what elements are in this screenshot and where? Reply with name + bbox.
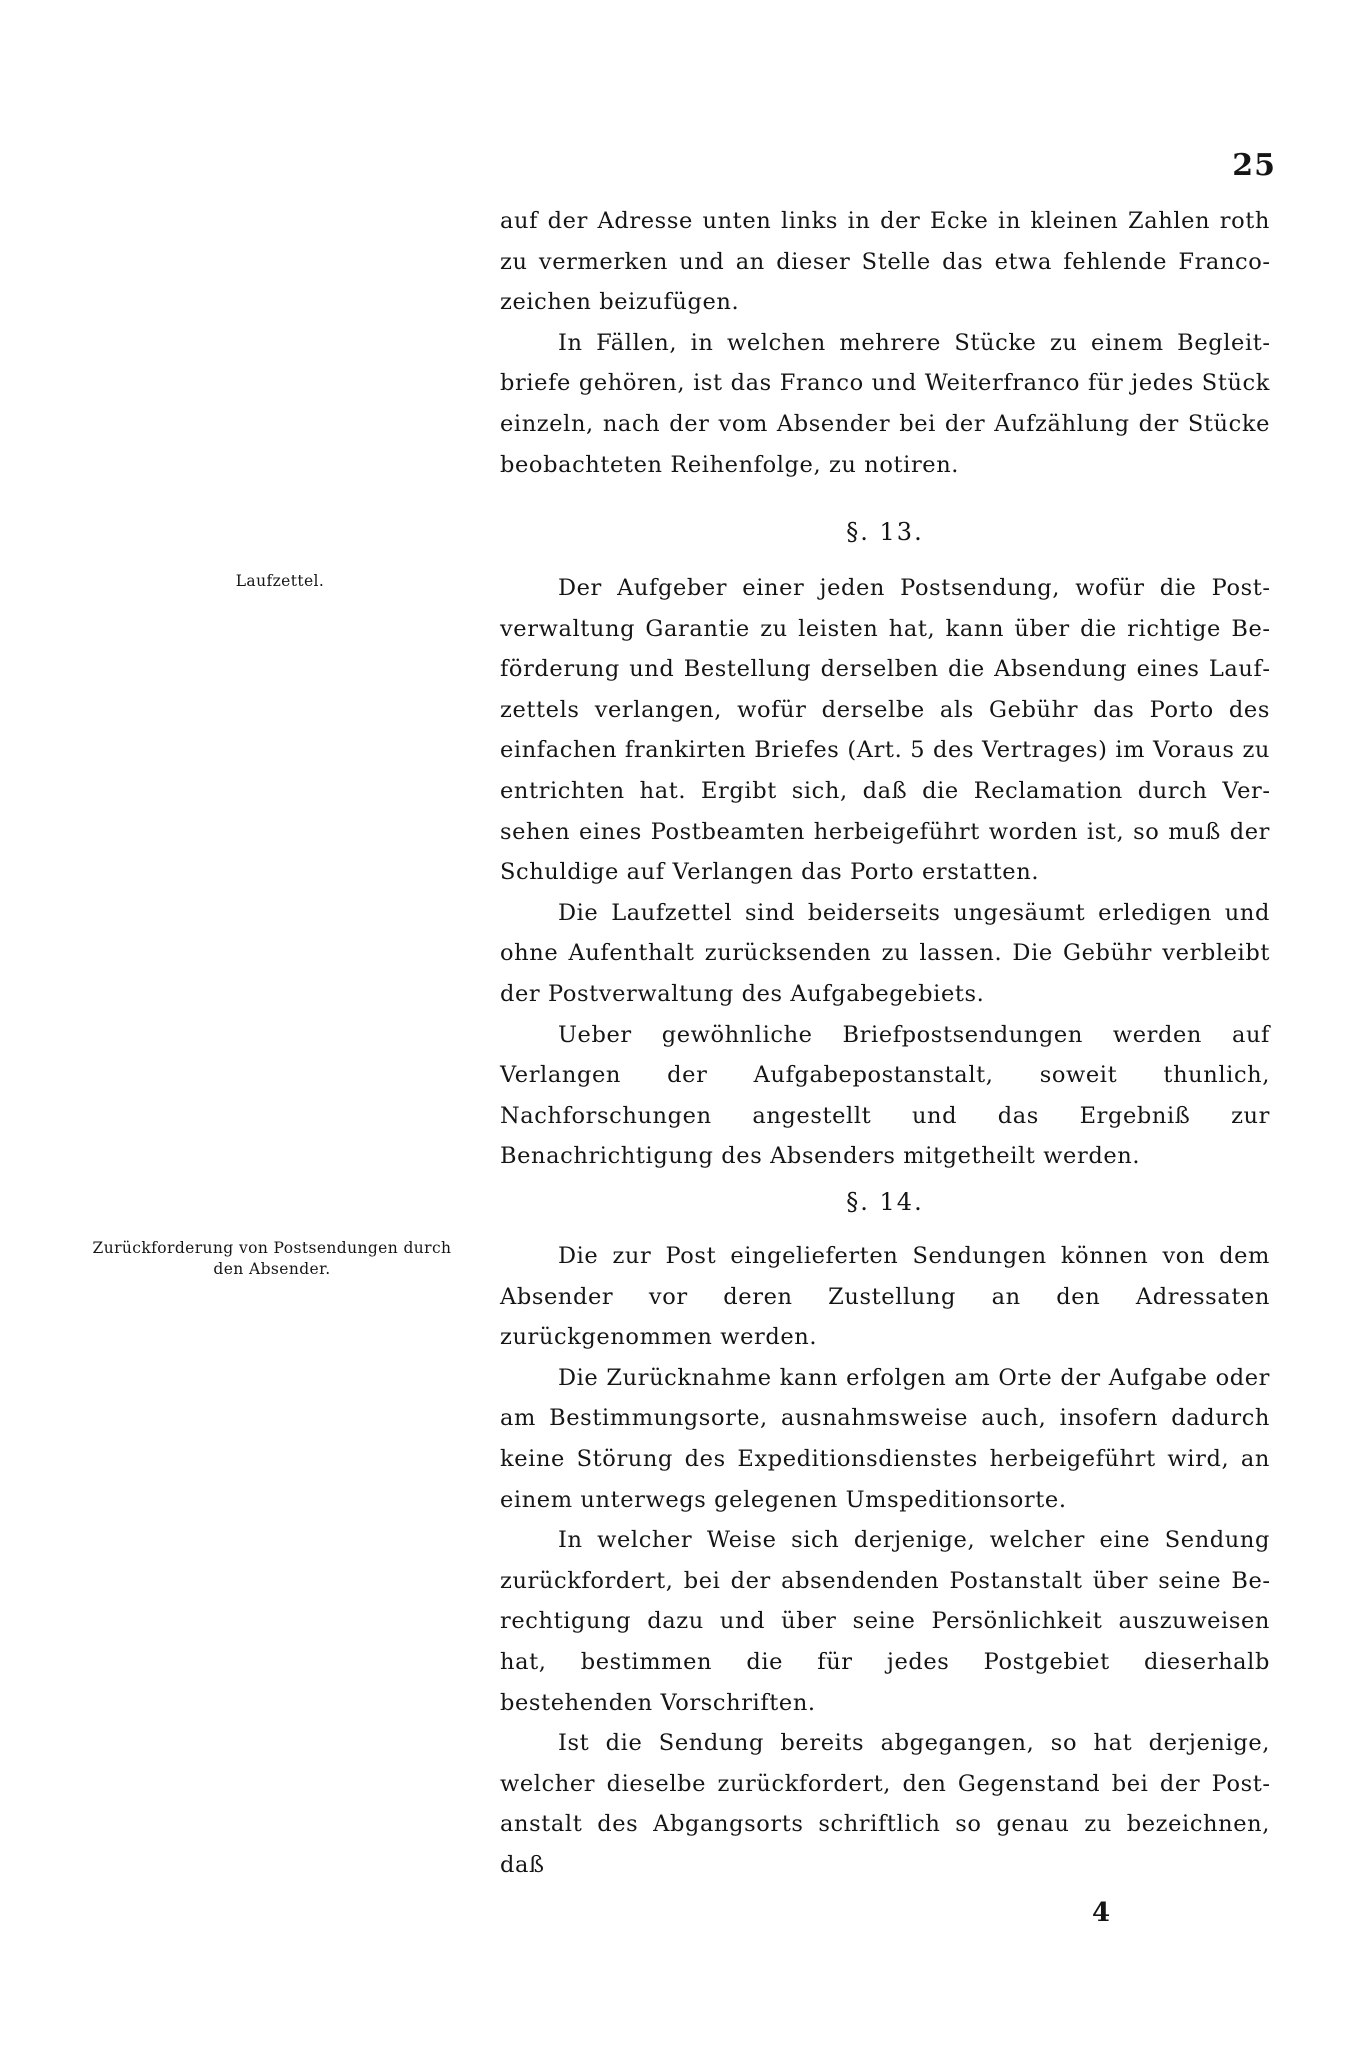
paragraph: In Fällen, in welchen mehrere Stücke zu einem Begleitbriefe gehören, ist das Franco und Weiterfranco für jedes Stück einzeln, nach der vom Absender bei der Aufzählung der Stücke beobachteten Reihenfolge, zu notiren.: [500, 329, 1270, 478]
continuation-text: [500, 201, 1270, 485]
margin-note-laufzettel: Laufzettel.: [235, 572, 325, 590]
paragraph: Ist die Sendung bereits abgegangen, so hat derjenige, welcher dieselbe zurückfordert, den Gegenstand bei der Postanstalt des Abgangsorts schriftlich so genau zu bezeichnen, daß: [500, 1730, 1270, 1878]
paragraph: Die Zurücknahme kann erfolgen am Orte der Aufgabe oder am Bestimmungsorte, ausnahmsweise auch, insofern dadurch keine Störung des Expeditionsdienstes herbeigeführt wird, an einem unterwegs gelegenen Umspeditionsorte.: [500, 1364, 1270, 1513]
paragraph: In welcher Weise sich derjenige, welcher eine Sendung zurückfordert, bei der absendenden Postanstalt über seine Berechtigung dazu und über seine Persönlichkeit auszuweisen hat, bestimmen die für jedes Postgebiet dieserhalb bestehenden Vorschriften.: [500, 1527, 1270, 1716]
signature-mark: 4: [1092, 1898, 1111, 1928]
paragraph: Der Aufgeber einer jeden Postsendung, wofür die Postverwaltung Garantie zu leisten hat, kann über die richtige Beförderung und Bestellung derselben die Absendung eines Laufzettels verlangen, wofür derselbe als Gebühr das Porto des einfachen frankirten Briefes (Art. 5 des Vertrages) im Voraus zu entrichten hat. Ergibt sich, daß die Reclamation durch Versehen eines Postbeamten herbeigeführt worden ist, so muß der Schuldige auf Verlangen das Porto erstatten.: [500, 575, 1270, 886]
margin-note-zurueckforderung: Zurückforderung von Postsendungen durch den Absender.: [92, 1239, 452, 1278]
paragraph: Die Laufzettel sind beiderseits ungesäumt erledigen und ohne Aufenthalt zurücksenden zu lassen. Die Gebühr verbleibt der Postverwaltung des Aufgabegebiets.: [500, 899, 1270, 1007]
section-13-text: [500, 568, 1270, 1177]
paragraph: auf der Adresse unten links in der Ecke in kleinen Zahlen roth zu vermerken und an dieser Stelle das etwa fehlende Francozeichen beizufügen.: [500, 208, 1270, 316]
paragraph: Die zur Post eingelieferten Sendungen können von dem Absender vor deren Zustellung an den Adressaten zurückgenommen werden.: [500, 1243, 1270, 1351]
section-13-heading: §. 13.: [846, 518, 924, 546]
section-14-text: [500, 1236, 1270, 1886]
page-number: 25: [1232, 148, 1276, 183]
paragraph: Ueber gewöhnliche Briefpostsendungen werden auf Verlangen der Aufgabepostanstalt, soweit thunlich, Nachforschungen angestellt und das Ergebniß zur Benachrichtigung des Absenders mitgetheilt werden.: [500, 1021, 1270, 1170]
section-14-heading: §. 14.: [846, 1188, 924, 1216]
